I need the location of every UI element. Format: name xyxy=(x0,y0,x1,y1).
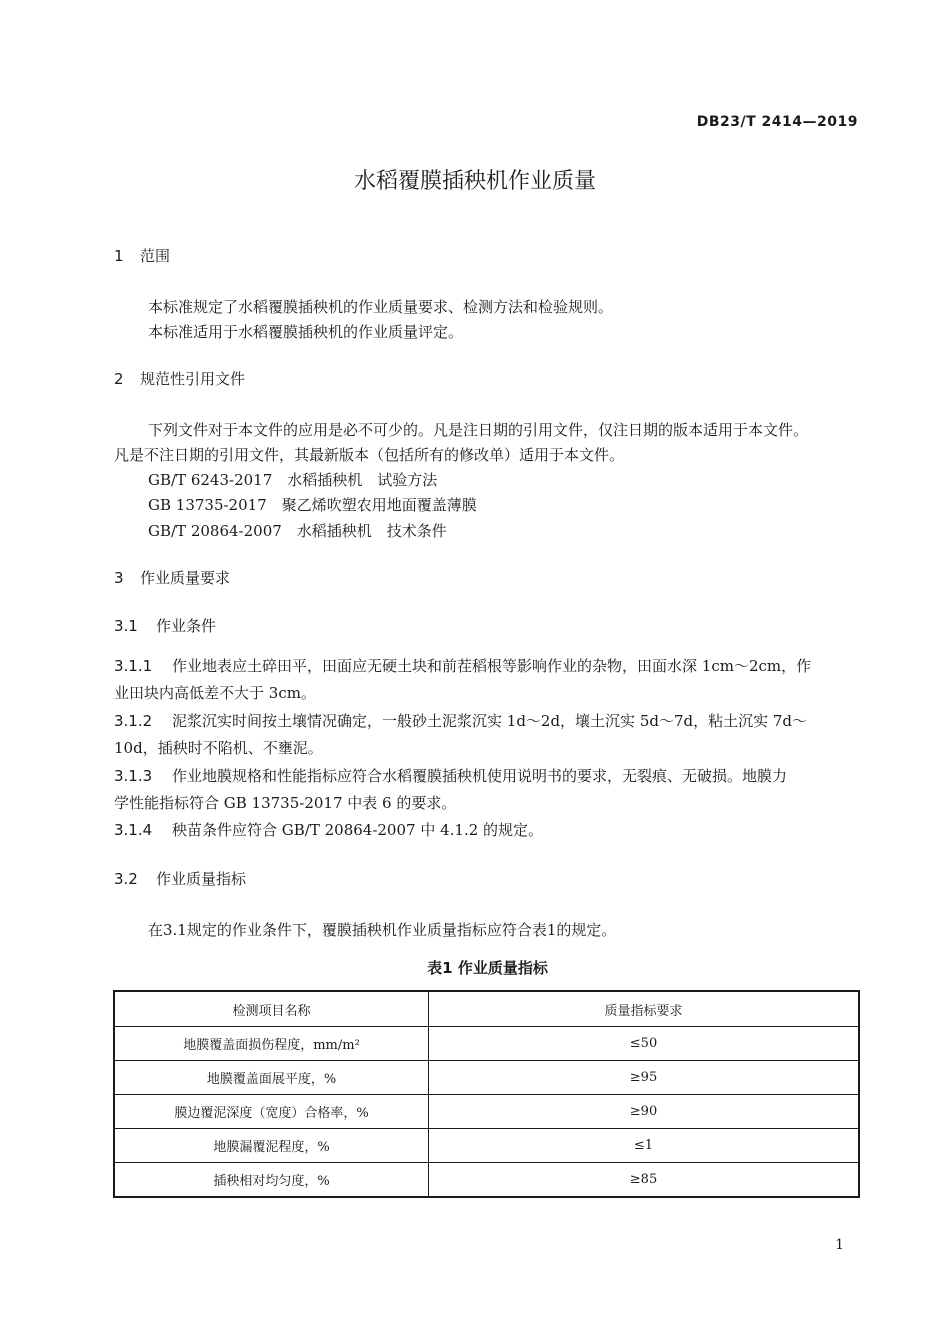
table-cell-requirement: ≤1 xyxy=(429,1129,860,1163)
table-cell-item: 地膜覆盖面展平度，% xyxy=(114,1061,429,1095)
table-row xyxy=(114,1095,859,1129)
subsection-3-2-heading xyxy=(114,868,246,889)
table-row xyxy=(114,1129,859,1163)
clause-text: 作业地膜规格和性能指标应符合水稻覆膜插秧机使用说明书的要求，无裂痕、无破损。地膜力 xyxy=(172,767,788,785)
clause-3-1-3 xyxy=(114,765,787,786)
document-title: 水稻覆膜插秧机作业质量 xyxy=(353,169,596,194)
clause-3-1-4 xyxy=(114,819,543,840)
section-3-heading xyxy=(114,567,230,588)
subsection-number: 3.1 xyxy=(114,617,138,635)
column-header: 质量指标要求 xyxy=(429,991,860,1027)
subsection-title: 作业条件 xyxy=(156,617,217,635)
table-row xyxy=(114,1163,859,1198)
clause-number: 3.1.2 xyxy=(114,712,153,730)
table-cell-item: 地膜覆盖面损伤程度，mm/m² xyxy=(114,1027,429,1061)
standard-code: DB23/T 2414—2019 xyxy=(696,114,858,130)
clause-3-1-1 xyxy=(114,655,811,676)
paragraph: 在3.1规定的作业条件下，覆膜插秧机作业质量指标应符合表1的规定。 xyxy=(148,921,617,939)
paragraph: 本标准规定了水稻覆膜插秧机的作业质量要求、检测方法和检验规则。 xyxy=(148,298,614,316)
clause-continuation: 10d，插秧时不陷机、不壅泥。 xyxy=(114,739,323,757)
clause-continuation: 学性能指标符合 GB 13735-2017 中表 6 的要求。 xyxy=(114,794,457,812)
table-cell-requirement: ≤50 xyxy=(429,1027,860,1061)
section-title: 规范性引用文件 xyxy=(140,370,246,388)
paragraph: 下列文件对于本文件的应用是必不可少的。凡是注日期的引用文件，仅注日期的版本适用于本文件。 xyxy=(148,421,809,439)
table-cell-item: 插秧相对均匀度，% xyxy=(114,1163,429,1198)
section-title: 范围 xyxy=(140,247,171,265)
table-cell-requirement: ≥95 xyxy=(429,1061,860,1095)
quality-index-table xyxy=(113,990,860,1198)
clause-3-1-2 xyxy=(114,710,807,731)
section-number: 3 xyxy=(114,569,124,587)
clause-number: 3.1.4 xyxy=(114,821,153,839)
table-cell-requirement: ≥90 xyxy=(429,1095,860,1129)
table-cell-item: 地膜漏覆泥程度，% xyxy=(114,1129,429,1163)
paragraph: 本标准适用于水稻覆膜插秧机的作业质量评定。 xyxy=(148,323,464,341)
section-number: 2 xyxy=(114,370,124,388)
table-caption: 表1 作业质量指标 xyxy=(427,959,548,977)
normative-reference: GB/T 6243-2017 水稻插秧机 试验方法 xyxy=(148,471,438,489)
clause-number: 3.1.3 xyxy=(114,767,153,785)
table-header-row xyxy=(114,991,859,1027)
column-header: 检测项目名称 xyxy=(114,991,429,1027)
normative-reference: GB 13735-2017 聚乙烯吹塑农用地面覆盖薄膜 xyxy=(148,496,477,514)
subsection-3-1-heading xyxy=(114,615,216,636)
clause-number: 3.1.1 xyxy=(114,657,153,675)
page-number: 1 xyxy=(835,1237,844,1253)
table-row xyxy=(114,1061,859,1095)
paragraph-continuation: 凡是不注日期的引用文件，其最新版本（包括所有的修改单）适用于本文件。 xyxy=(114,446,625,464)
table-cell-requirement: ≥85 xyxy=(429,1163,860,1198)
section-2-heading xyxy=(114,368,245,389)
section-title: 作业质量要求 xyxy=(140,569,231,587)
clause-text: 秧苗条件应符合 GB/T 20864-2007 中 4.1.2 的规定。 xyxy=(172,821,544,839)
clause-continuation: 业田块内高低差不大于 3cm。 xyxy=(114,684,316,702)
normative-reference: GB/T 20864-2007 水稻插秧机 技术条件 xyxy=(148,522,447,540)
table-cell-item: 膜边覆泥深度（宽度）合格率，% xyxy=(114,1095,429,1129)
section-1-heading xyxy=(114,245,170,266)
section-number: 1 xyxy=(114,247,124,265)
table-row xyxy=(114,1027,859,1061)
subsection-number: 3.2 xyxy=(114,870,138,888)
clause-text: 泥浆沉实时间按土壤情况确定，一般砂土泥浆沉实 1d～2d，壤土沉实 5d～7d，粘土沉实 7d～ xyxy=(172,712,808,730)
subsection-title: 作业质量指标 xyxy=(156,870,247,888)
clause-text: 作业地表应土碎田平，田面应无硬土块和前茬稻根等影响作业的杂物，田面水深 1cm～2cm，作 xyxy=(172,657,812,675)
